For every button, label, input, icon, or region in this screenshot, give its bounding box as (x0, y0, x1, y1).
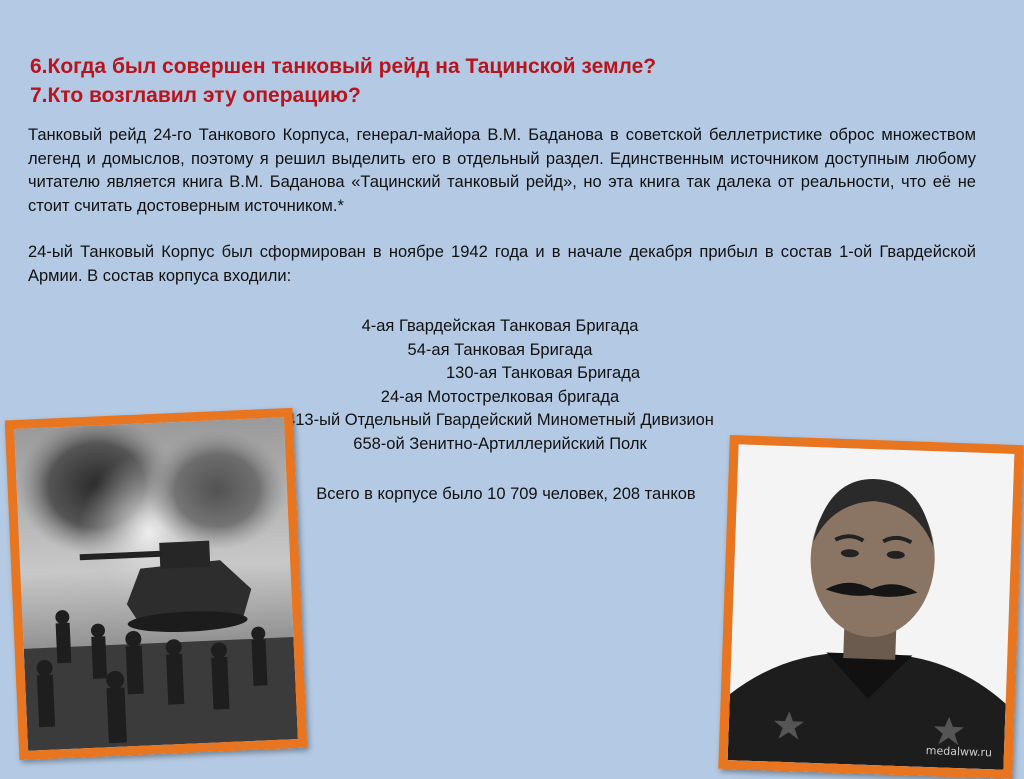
question-7: 7.Кто возглавил эту операцию? (30, 84, 361, 107)
unit-item: 130-ая Танковая Бригада (445, 364, 641, 382)
unit-item: 24-ая Мотострелковая бригада (380, 387, 620, 406)
battle-image (14, 417, 298, 750)
question-6: 6.Когда был совершен танковый рейд на Тацинской земле? (30, 55, 657, 78)
body-text (28, 124, 976, 288)
slide-headings (30, 52, 990, 110)
total-summary: Всего в корпусе было 10 709 человек, 208 танков (316, 485, 696, 503)
unit-item: 54-ая Танковая Бригада (407, 340, 593, 359)
battle-photo (5, 408, 308, 760)
portrait-image (728, 444, 1015, 769)
unit-item: 658-ой Зенитно-Артиллерийский Полк (353, 434, 647, 453)
portrait-photo (718, 435, 1023, 779)
unit-item: 4-ая Гвардейская Танковая Бригада (361, 317, 639, 335)
paragraph-intro: Танковый рейд 24-го Танкового Корпуса, генерал-майора В.М. Баданова в советской беллетристике оброс множеством легенд и домыслов, поэтому я решил выделить его в отдельный раздел. Единственным источником доступным любому читателю является книга В.М. Баданова «Тацинский танковый рейд», но эта книга так далека от реальности, что её не стоит считать достоверным источником.* (28, 126, 976, 215)
watermark-text: medalww.ru (925, 744, 993, 760)
unit-item: 413-ый Отдельный Гвардейский Минометный Дивизион (286, 411, 714, 429)
paragraph-composition: 24-ый Танковый Корпус был сформирован в ноябре 1942 года и в начале декабря прибыл в состав 1-ой Гвардейской Армии. В состав корпуса входили: (28, 243, 976, 285)
